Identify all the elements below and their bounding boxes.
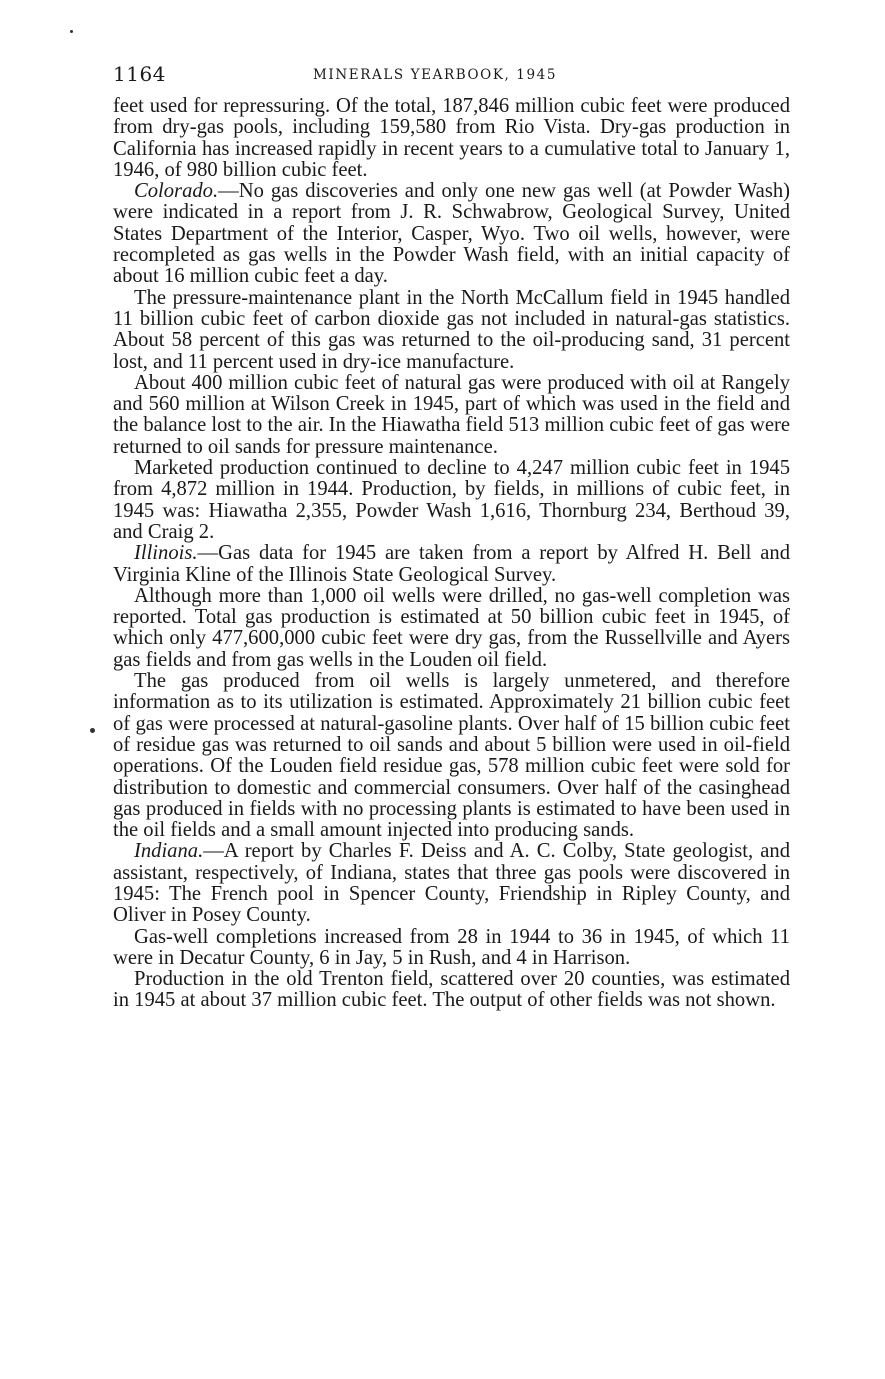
running-head: MINERALS YEARBOOK, 1945 bbox=[313, 67, 558, 83]
paragraph bbox=[113, 927, 790, 970]
paragraph-text: Production in the old Trenton field, scattered over 20 counties, was estimated in 1945 at about 37 million cubic feet. The output of other fields was not shown. bbox=[113, 968, 790, 1012]
paragraph-text: —Gas data for 1945 are taken from a report by Alfred H. Bell and Virginia Kline of the Illinois State Geological Survey. bbox=[113, 542, 790, 586]
page-header bbox=[113, 62, 790, 96]
paragraph bbox=[113, 969, 790, 1012]
page-number: 1164 bbox=[113, 62, 166, 86]
paragraph-text: —A report by Charles F. Deiss and A. C. Colby, State geologist, and assistant, respectively, of Indiana, states that three gas pools were discovered in 1945: The French pool in Spencer County, Friendship in Ripley County, and Oliver in Posey County. bbox=[113, 840, 790, 927]
state-heading-indiana: Indiana. bbox=[134, 840, 204, 863]
paragraph bbox=[113, 543, 790, 586]
paragraph bbox=[113, 671, 790, 841]
paragraph bbox=[113, 841, 790, 926]
paragraph bbox=[113, 288, 790, 373]
paragraph bbox=[113, 96, 790, 181]
paragraph-text: About 400 million cubic feet of natural gas were produced with oil at Rangely and 560 million at Wilson Creek in 1945, part of which was used in the field and the balance lost to the air. In the Hiawatha field 513 million cubic feet of gas were returned to oil sands for pressure maintenance. bbox=[113, 371, 790, 458]
state-heading-colorado: Colorado. bbox=[134, 180, 219, 203]
paragraph-text: Gas-well completions increased from 28 in 1944 to 36 in 1945, of which 11 were in Decatur County, 6 in Jay, 5 in Rush, and 4 in Harrison. bbox=[113, 925, 790, 969]
paragraph bbox=[113, 373, 790, 458]
paragraph-text: The gas produced from oil wells is largely unmetered, and therefore information as to its utilization is estimated. Approximately 21 billion cubic feet of gas were processed at natural-gasoline plants. Over half of 15 billion cubic feet of residue gas was returned to oil sands and about 5 billion were used in oil-field operations. Of the Louden field residue gas, 578 million cubic feet were sold for distribution to domestic and commercial consumers. Over half of the casinghead gas produced in fields with no processing plants is estimated to have been used in the oil fields and a small amount injected into producing sands. bbox=[113, 670, 790, 842]
paragraph bbox=[113, 458, 790, 543]
page-speck-top bbox=[70, 30, 73, 33]
paragraph-text: Although more than 1,000 oil wells were drilled, no gas-well completion was reported. Total gas production is estimated at 50 billion cubic feet in 1945, of which only 477,600,000 cubic feet were dry gas, from the Russellville and Ayers gas fields and from gas wells in the Louden oil field. bbox=[113, 584, 790, 671]
page-speck-margin bbox=[90, 728, 95, 733]
paragraph-text: feet used for repressuring. Of the total, 187,846 million cubic feet were produced from dry-gas pools, including 159,580 from Rio Vista. Dry-gas production in California has increased rapidly in recent years to a cumulative total to January 1, 1946, of 980 billion cubic feet. bbox=[113, 95, 790, 181]
paragraph bbox=[113, 181, 790, 287]
paragraph-text: The pressure-maintenance plant in the North McCallum field in 1945 handled 11 billion cubic feet of carbon dioxide gas not included in natural-gas statistics. About 58 percent of this gas was returned to the oil-producing sand, 31 percent lost, and 11 percent used in dry-ice manufacture. bbox=[113, 286, 790, 373]
paragraph bbox=[113, 586, 790, 671]
paragraph-text: Marketed production continued to decline to 4,247 million cubic feet in 1945 from 4,872 million in 1944. Production, by fields, in millions of cubic feet, in 1945 was: Hiawatha 2,355, Powder Wash 1,616, Thornburg 234, Berthoud 39, and Craig 2. bbox=[113, 457, 790, 543]
body-text bbox=[113, 96, 790, 1012]
paragraph-text: —No gas discoveries and only one new gas well (at Powder Wash) were indicated in a report from J. R. Schwabrow, Geological Survey, United States Department of the Interior, Casper, Wyo. Two oil wells, however, were recompleted as gas wells in the Powder Wash field, with an initial capacity of about 16 million cubic feet a day. bbox=[113, 180, 790, 288]
state-heading-illinois: Illinois. bbox=[134, 542, 198, 565]
document-page bbox=[113, 62, 790, 1012]
